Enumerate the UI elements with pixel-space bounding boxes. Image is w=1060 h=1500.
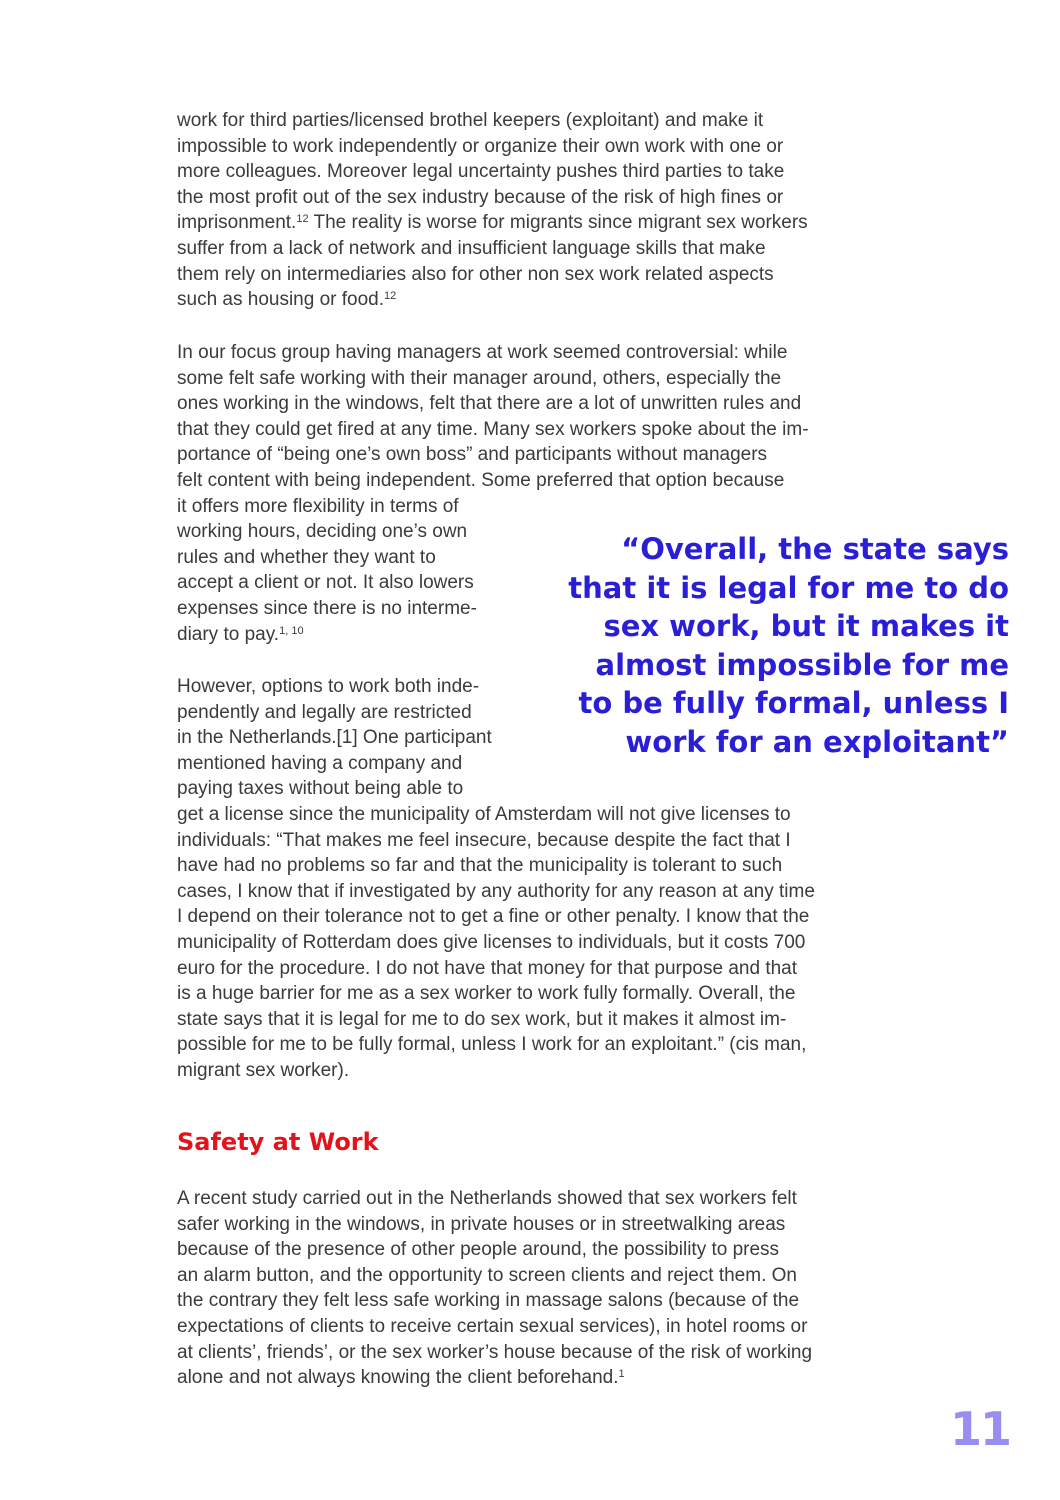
text-line: that they could get fired at any time. Many sex workers spoke about the im- bbox=[177, 418, 809, 440]
text-line bbox=[177, 210, 897, 236]
text-segment: alone and not always knowing the client beforehand. bbox=[177, 1367, 619, 1389]
pull-quote-line: work for an exploitant” bbox=[625, 724, 1009, 759]
text-line: working hours, deciding one’s own bbox=[177, 521, 468, 543]
text-line: ones working in the windows, felt that there are a lot of unwritten rules and bbox=[177, 393, 802, 415]
text-line: possible for me to be fully formal, unless I work for an exploitant.” (cis man, bbox=[177, 1034, 807, 1056]
text-line: cases, I know that if investigated by any authority for any reason at any time bbox=[177, 880, 815, 902]
text-line bbox=[177, 287, 897, 313]
body-paragraph-1 bbox=[177, 108, 897, 313]
text-line: paying taxes without being able to bbox=[177, 778, 464, 800]
footnote-ref: 1, 10 bbox=[279, 624, 304, 637]
text-line: safer working in the windows, in private houses or in streetwalking areas bbox=[177, 1213, 786, 1235]
text-line: have had no problems so far and that the municipality is tolerant to such bbox=[177, 855, 783, 877]
pull-quote-line: almost impossible for me bbox=[595, 647, 1009, 682]
text-line: individuals: “That makes me feel insecure, because despite the fact that I bbox=[177, 829, 791, 851]
text-segment: The reality is worse for migrants since migrant sex workers bbox=[308, 212, 808, 234]
text-line: them rely on intermediaries also for other non sex work related aspects bbox=[177, 263, 774, 285]
text-segment: imprisonment. bbox=[177, 212, 297, 234]
text-line: more colleagues. Moreover legal uncertainty pushes third parties to take bbox=[177, 161, 785, 183]
text-line: is a huge barrier for me as a sex worker to work fully formally. Overall, the bbox=[177, 983, 796, 1005]
text-line: I depend on their tolerance not to get a fine or other penalty. I know that the bbox=[177, 906, 810, 928]
text-line: get a license since the municipality of Amsterdam will not give licenses to bbox=[177, 803, 791, 825]
pull-quote-line: sex work, but it makes it bbox=[603, 609, 1009, 643]
text-line: an alarm button, and the opportunity to screen clients and reject them. On bbox=[177, 1264, 797, 1286]
text-line: the contrary they felt less safe working in massage salons (because of the bbox=[177, 1290, 800, 1312]
text-line: because of the presence of other people around, the possibility to press bbox=[177, 1239, 780, 1261]
text-line: pendently and legally are restricted bbox=[177, 701, 472, 723]
text-line: municipality of Rotterdam does give licenses to individuals, but it costs 700 bbox=[177, 931, 806, 953]
text-line: expenses since there is no interme- bbox=[177, 597, 477, 619]
text-line: work for third parties/licensed brothel keepers (exploitant) and make it bbox=[177, 110, 764, 131]
pull-quote bbox=[549, 530, 1009, 761]
page-number: 11 bbox=[949, 1402, 1010, 1456]
body-paragraph-4 bbox=[177, 1186, 897, 1391]
text-line: euro for the procedure. I do not have that money for that purpose and that bbox=[177, 957, 798, 979]
text-line: rules and whether they want to bbox=[177, 546, 436, 568]
footnote-ref: 12 bbox=[296, 213, 309, 226]
text-line: A recent study carried out in the Netherlands showed that sex workers felt bbox=[177, 1188, 797, 1209]
text-segment: diary to pay. bbox=[177, 623, 280, 645]
text-line: In our focus group having managers at work seemed controversial: while bbox=[177, 342, 788, 363]
text-line: expectations of clients to receive certain sexual services), in hotel rooms or bbox=[177, 1315, 808, 1337]
footnote-ref: 1 bbox=[618, 1368, 625, 1381]
text-line: felt content with being independent. Some preferred that option because bbox=[177, 469, 785, 491]
text-segment: such as housing or food. bbox=[177, 289, 385, 311]
text-line: accept a client or not. It also lowers bbox=[177, 572, 474, 594]
text-line: some felt safe working with their manager around, others, especially the bbox=[177, 367, 782, 389]
text-line: the most profit out of the sex industry because of the risk of high fines or bbox=[177, 186, 784, 208]
text-line: suffer from a lack of network and insufficient language skills that make bbox=[177, 237, 766, 259]
text-line bbox=[177, 1365, 897, 1391]
text-line: in the Netherlands.[1] One participant bbox=[177, 727, 492, 749]
text-line: mentioned having a company and bbox=[177, 752, 463, 774]
text-line: However, options to work both inde- bbox=[177, 676, 480, 697]
pull-quote-line: “Overall, the state says bbox=[621, 532, 1009, 566]
footnote-ref: 12 bbox=[384, 290, 397, 303]
pull-quote-line: that it is legal for me to do bbox=[568, 570, 1009, 605]
text-line: impossible to work independently or organize their own work with one or bbox=[177, 135, 784, 157]
text-line: state says that it is legal for me to do sex work, but it makes it almost im- bbox=[177, 1008, 787, 1030]
section-heading: Safety at Work bbox=[177, 1128, 379, 1156]
text-line: migrant sex worker). bbox=[177, 1059, 350, 1081]
text-line: at clients’, friends’, or the sex worker’s house because of the risk of working bbox=[177, 1341, 813, 1363]
pull-quote-line: to be fully formal, unless I bbox=[578, 686, 1009, 720]
text-line: it offers more flexibility in terms of bbox=[177, 495, 459, 517]
text-line: portance of “being one’s own boss” and participants without managers bbox=[177, 444, 768, 466]
